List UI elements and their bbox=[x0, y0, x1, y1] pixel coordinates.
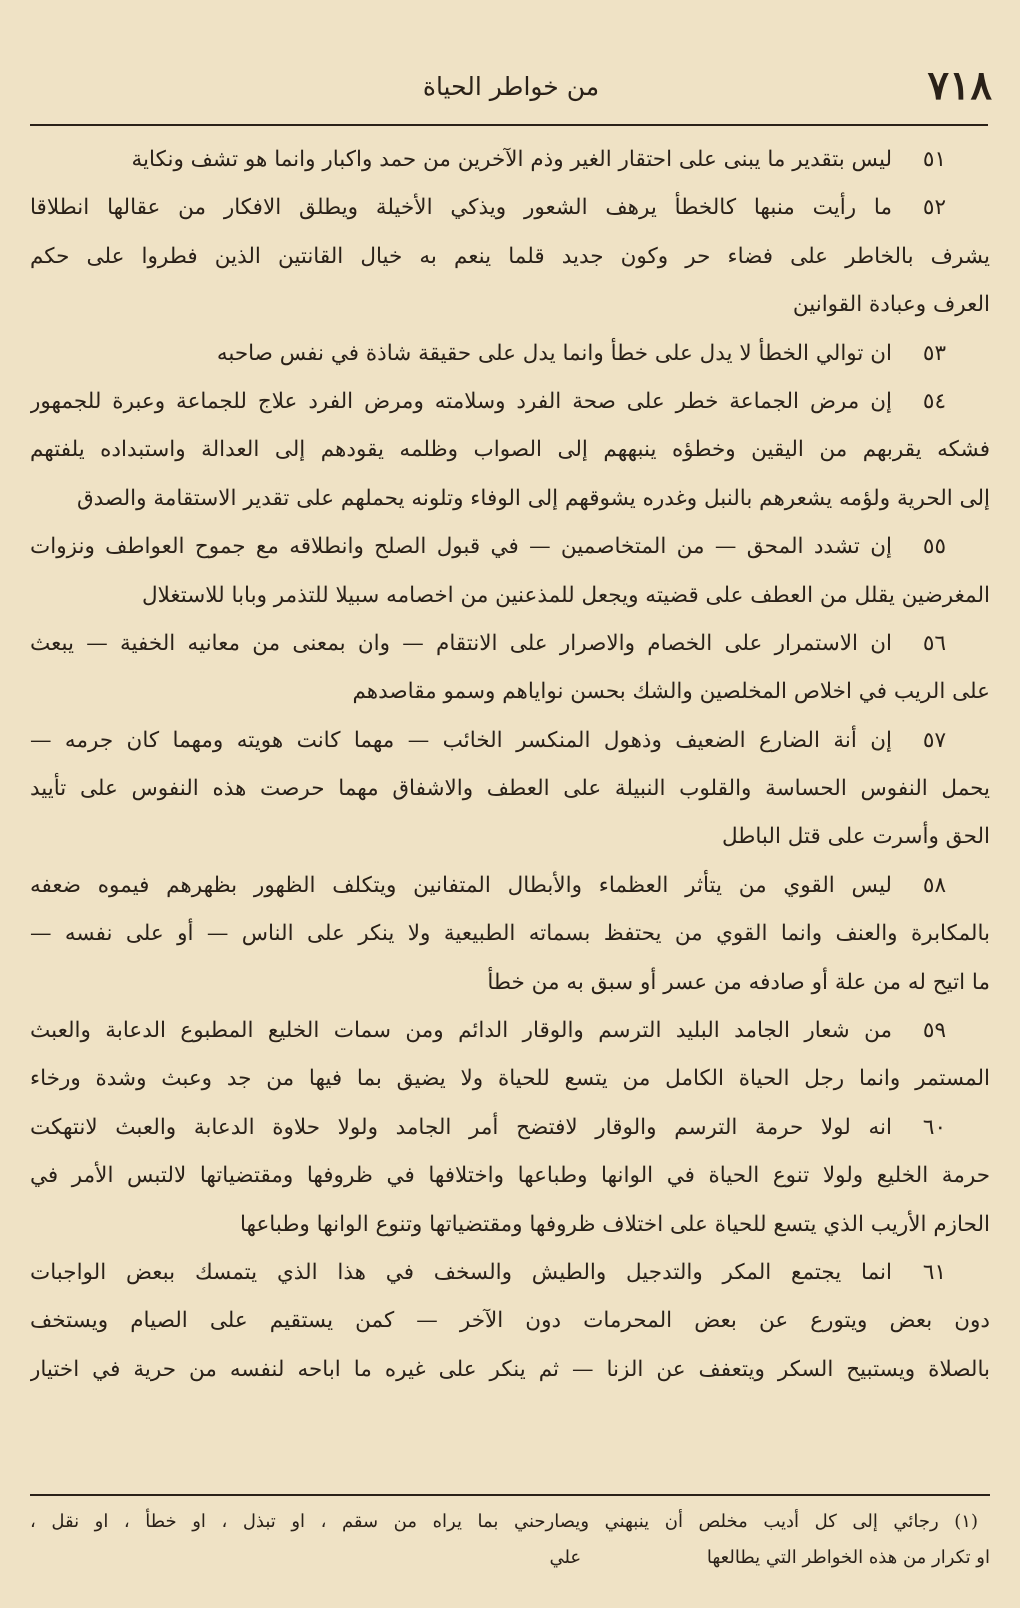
body-text bbox=[30, 136, 990, 1394]
aphorism-number: ٥٩ bbox=[922, 1018, 946, 1044]
text-line bbox=[30, 1297, 990, 1345]
running-title: من خواطر الحياة bbox=[422, 72, 600, 101]
line-text: يحمل النفوس الحساسة والقلوب النبيلة على العطف والاشفاق مهما حرصت هذه النفوس على تأييد bbox=[30, 776, 990, 802]
text-line bbox=[30, 378, 990, 426]
header-rule bbox=[30, 124, 988, 126]
line-text: المغرضين يقلل من العطف على قضيته ويجعل للمذعنين من اخصامه سبيلا للتذمر وبابا للاستغلال bbox=[141, 582, 990, 608]
line-text: إن تشدد المحق — من المتخاصمين — في قبول الصلح وانطلاقه مع جموح العواطف ونزوات bbox=[30, 534, 892, 560]
text-line bbox=[30, 281, 990, 329]
footnote-text: رجائي إلى كل أديب مخلص أن ينبهني ويصارحني بما يراه من سقم ، او تبذل ، او خطأ ، او نقل ، bbox=[30, 1511, 939, 1532]
footnote-line bbox=[30, 1504, 990, 1540]
text-line bbox=[30, 862, 990, 910]
line-text: ان الاستمرار على الخصام والاصرار على الانتقام — وان بمعنى من معانيه الخفية — يبعث bbox=[30, 630, 892, 656]
line-text: المستمر وانما رجل الحياة الكامل من يتسع للحياة ولا يضيق بما فيها من جد وعبث وشدة ورخاء bbox=[30, 1066, 990, 1092]
text-line bbox=[30, 1104, 990, 1152]
text-line bbox=[30, 523, 990, 571]
text-line bbox=[30, 813, 990, 861]
line-text: ما رأيت منبها كالخطأ يرهف الشعور ويذكي الأخيلة ويطلق الافكار من عقالها انطلاقا bbox=[30, 195, 892, 221]
text-line bbox=[30, 426, 990, 474]
aphorism-number: ٥٥ bbox=[922, 534, 946, 560]
footnote-signature: علي bbox=[549, 1547, 582, 1568]
text-line bbox=[30, 668, 990, 716]
line-text: ما اتيح له من علة أو صادفه من عسر أو سبق به من خطأ bbox=[487, 969, 990, 995]
text-line bbox=[30, 136, 990, 184]
text-line bbox=[30, 765, 990, 813]
footnote-marker: (١) bbox=[954, 1511, 978, 1532]
text-line bbox=[30, 1346, 990, 1394]
aphorism-number: ٥٦ bbox=[922, 630, 946, 656]
line-text: الحق وأسرت على قتل الباطل bbox=[721, 824, 990, 850]
text-line bbox=[30, 717, 990, 765]
page-header bbox=[30, 58, 992, 120]
aphorism-number: ٥١ bbox=[922, 147, 946, 172]
line-text: إلى الحرية ولؤمه يشعرهم بالنبل وغدره يشوقهم إلى الوفاء وتلونه يحملهم على تقدير الاستقامة والصدق bbox=[76, 485, 990, 511]
line-text: ان توالي الخطأ لا يدل على خطأ وانما يدل على حقيقة شاذة في نفس صاحبه bbox=[216, 340, 892, 366]
aphorism-number: ٥٨ bbox=[922, 872, 946, 898]
text-line bbox=[30, 475, 990, 523]
text-line bbox=[30, 330, 990, 378]
text-line bbox=[30, 1201, 990, 1249]
text-line bbox=[30, 620, 990, 668]
aphorism-number: ٥٣ bbox=[922, 340, 946, 366]
line-text: العرف وعبادة القوانين bbox=[792, 292, 990, 318]
line-text: انه لولا حرمة الترسم والوقار لافتضح أمر الجامد ولولا حلاوة الدعابة والعبث لانتهكت bbox=[30, 1114, 892, 1140]
text-line bbox=[30, 1152, 990, 1200]
line-text: على الريب في اخلاص المخلصين والشك بحسن نواياهم وسمو مقاصدهم bbox=[352, 679, 990, 705]
aphorism-number: ٦١ bbox=[922, 1259, 946, 1285]
aphorism-number: ٥٢ bbox=[922, 195, 946, 221]
text-line bbox=[30, 572, 990, 620]
line-text: الحازم الأريب الذي يتسع للحياة على اختلاف ظروفها ومقتضياتها وتنوع الوانها وطباعها bbox=[239, 1211, 990, 1237]
line-text: إن مرض الجماعة خطر على صحة الفرد وسلامته ومرض الفرد علاج للجماعة وعبرة للجمهور bbox=[30, 388, 892, 414]
aphorism-number: ٥٤ bbox=[922, 388, 946, 414]
page-number: ٧١٨ bbox=[927, 62, 992, 109]
line-text: انما يجتمع المكر والتدجيل والطيش والسخف في هذا الذي يتمسك ببعض الواجبات bbox=[30, 1259, 892, 1285]
text-line bbox=[30, 959, 990, 1007]
line-text: دون بعض ويتورع عن بعض المحرمات دون الآخر — كمن يستقيم على الصيام ويستخف bbox=[30, 1308, 990, 1334]
text-line bbox=[30, 1007, 990, 1055]
text-line bbox=[30, 1249, 990, 1297]
line-text: إن أنة الضارع الضعيف وذهول المنكسر الخائب — مهما كانت هويته ومهما كان جرمه — bbox=[30, 727, 892, 753]
aphorism-number: ٦٠ bbox=[922, 1114, 946, 1140]
line-text: بالمكابرة والعنف وانما القوي من يحتفظ بسماته الطبيعية ولا ينكر على الناس — أو على نفسه — bbox=[30, 921, 990, 947]
line-text: فشكه يقربهم من اليقين وخطؤه ينبههم إلى الصواب وظلمه يقودهم إلى العدالة واستبداده يلفتهم bbox=[30, 437, 990, 463]
footnote-text: او تكرار من هذه الخواطر التي يطالعها bbox=[706, 1547, 990, 1568]
text-line bbox=[30, 233, 990, 281]
footnote-line bbox=[30, 1540, 990, 1576]
line-text: بالصلاة ويستبيح السكر ويتعفف عن الزنا — ثم ينكر على غيره ما اباحه لنفسه من حرية في اختيار bbox=[30, 1356, 990, 1382]
text-line bbox=[30, 1055, 990, 1103]
line-text: ليس القوي من يتأثر العظماء والأبطال المتفانين ويتكلف الظهور بظهرهم فيموه ضعفه bbox=[30, 872, 892, 898]
footnote-rule bbox=[30, 1494, 990, 1496]
line-text: ليس بتقدير ما يبنى على احتقار الغير وذم الآخرين من حمد واكبار وانما هو تشف ونكاية bbox=[131, 147, 892, 172]
text-line bbox=[30, 910, 990, 958]
aphorism-number: ٥٧ bbox=[922, 727, 946, 753]
text-line bbox=[30, 184, 990, 232]
footnote bbox=[30, 1504, 990, 1576]
line-text: يشرف بالخاطر على فضاء حر وكون جديد قلما ينعم به خيال القانتين الذين فطروا على حكم bbox=[30, 243, 990, 269]
line-text: من شعار الجامد البليد الترسم والوقار الدائم ومن سمات الخليع المطبوع الدعابة والعبث bbox=[30, 1018, 892, 1044]
line-text: حرمة الخليع ولولا تنوع الحياة في الوانها وطباعها واختلافها في ظروفها ومقتضياتها لالتبس الأمر في bbox=[30, 1163, 990, 1189]
